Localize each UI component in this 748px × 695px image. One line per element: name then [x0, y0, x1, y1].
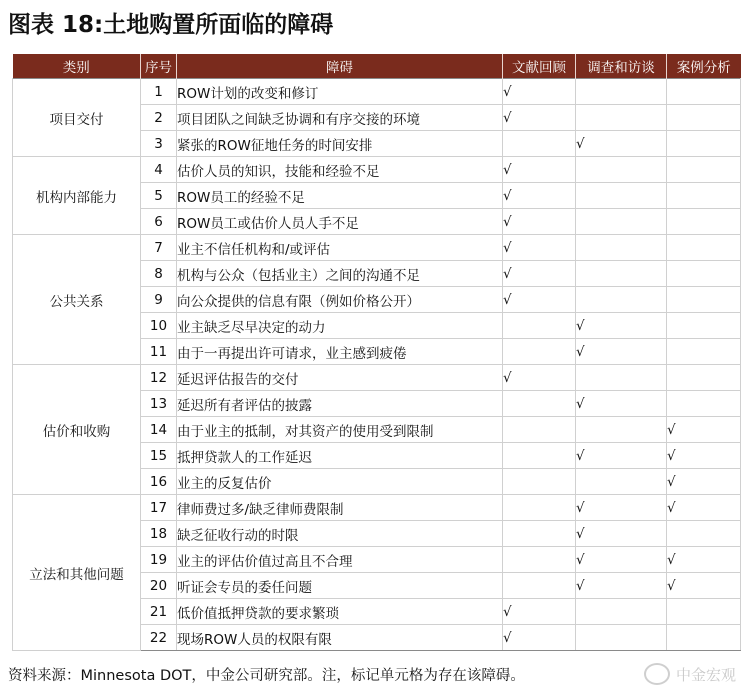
category-cell: 项目交付 — [13, 79, 141, 157]
survey-interview-cell — [576, 261, 667, 287]
case-analysis-cell — [667, 521, 741, 547]
survey-interview-cell — [576, 417, 667, 443]
survey-interview-cell: √ — [576, 339, 667, 365]
case-analysis-cell: √ — [667, 495, 741, 521]
table-header-row — [13, 54, 741, 79]
case-analysis-cell — [667, 339, 741, 365]
obstacle-cell: 缺乏征收行动的时限 — [177, 521, 503, 547]
case-analysis-cell: √ — [667, 417, 741, 443]
survey-interview-cell: √ — [576, 391, 667, 417]
header-number: 序号 — [141, 54, 177, 79]
footnote: 资料来源：Minnesota DOT，中金公司研究部。注，标记单元格为存在该障碍。 — [8, 668, 525, 684]
number-cell: 17 — [141, 495, 177, 521]
case-analysis-cell — [667, 365, 741, 391]
literature-review-cell: √ — [503, 79, 576, 105]
case-analysis-cell — [667, 261, 741, 287]
obstacle-cell: ROW计划的改变和修订 — [177, 79, 503, 105]
literature-review-cell — [503, 131, 576, 157]
number-cell: 2 — [141, 105, 177, 131]
number-cell: 21 — [141, 599, 177, 625]
obstacle-cell: 向公众提供的信息有限（例如价格公开） — [177, 287, 503, 313]
watermark — [644, 663, 736, 685]
obstacle-cell: 延迟评估报告的交付 — [177, 365, 503, 391]
survey-interview-cell — [576, 79, 667, 105]
survey-interview-cell — [576, 599, 667, 625]
survey-interview-cell: √ — [576, 313, 667, 339]
literature-review-cell — [503, 391, 576, 417]
survey-interview-cell: √ — [576, 495, 667, 521]
number-cell: 20 — [141, 573, 177, 599]
survey-interview-cell — [576, 287, 667, 313]
case-analysis-cell — [667, 79, 741, 105]
number-cell: 1 — [141, 79, 177, 105]
literature-review-cell: √ — [503, 157, 576, 183]
literature-review-cell — [503, 339, 576, 365]
survey-interview-cell: √ — [576, 547, 667, 573]
survey-interview-cell — [576, 183, 667, 209]
obstacle-cell: 律师费过多/缺乏律师费限制 — [177, 495, 503, 521]
survey-interview-cell — [576, 469, 667, 495]
category-cell: 估价和收购 — [13, 365, 141, 495]
header-obstacle: 障碍 — [177, 54, 503, 79]
obstacle-cell: 估价人员的知识，技能和经验不足 — [177, 157, 503, 183]
case-analysis-cell — [667, 235, 741, 261]
survey-interview-cell: √ — [576, 573, 667, 599]
case-analysis-cell: √ — [667, 469, 741, 495]
obstacles-table — [12, 54, 741, 651]
category-cell: 机构内部能力 — [13, 157, 141, 235]
header-case-analysis: 案例分析 — [667, 54, 741, 79]
literature-review-cell — [503, 313, 576, 339]
number-cell: 9 — [141, 287, 177, 313]
wechat-icon — [644, 663, 670, 685]
literature-review-cell: √ — [503, 261, 576, 287]
obstacle-cell: 听证会专员的委任问题 — [177, 573, 503, 599]
obstacle-cell: 由于一再提出许可请求，业主感到疲倦 — [177, 339, 503, 365]
literature-review-cell — [503, 573, 576, 599]
number-cell: 11 — [141, 339, 177, 365]
literature-review-cell: √ — [503, 105, 576, 131]
page-title: 图表 18:土地购置所面临的障碍 — [8, 12, 334, 38]
case-analysis-cell — [667, 183, 741, 209]
case-analysis-cell — [667, 313, 741, 339]
number-cell: 19 — [141, 547, 177, 573]
literature-review-cell: √ — [503, 599, 576, 625]
number-cell: 15 — [141, 443, 177, 469]
survey-interview-cell — [576, 105, 667, 131]
literature-review-cell — [503, 417, 576, 443]
survey-interview-cell: √ — [576, 443, 667, 469]
literature-review-cell — [503, 495, 576, 521]
obstacle-cell: ROW员工的经验不足 — [177, 183, 503, 209]
case-analysis-cell: √ — [667, 573, 741, 599]
table-row — [13, 365, 741, 391]
number-cell: 6 — [141, 209, 177, 235]
watermark-text: 中金宏观 — [675, 665, 736, 684]
number-cell: 10 — [141, 313, 177, 339]
number-cell: 22 — [141, 625, 177, 651]
survey-interview-cell — [576, 625, 667, 651]
number-cell: 18 — [141, 521, 177, 547]
survey-interview-cell — [576, 209, 667, 235]
number-cell: 16 — [141, 469, 177, 495]
header-literature-review: 文献回顾 — [503, 54, 576, 79]
survey-interview-cell — [576, 365, 667, 391]
literature-review-cell: √ — [503, 235, 576, 261]
literature-review-cell: √ — [503, 625, 576, 651]
obstacle-cell: 业主缺乏尽早决定的动力 — [177, 313, 503, 339]
literature-review-cell: √ — [503, 209, 576, 235]
obstacle-cell: 抵押贷款人的工作延迟 — [177, 443, 503, 469]
literature-review-cell: √ — [503, 365, 576, 391]
header-survey-interview: 调查和访谈 — [576, 54, 667, 79]
obstacle-cell: 现场ROW人员的权限有限 — [177, 625, 503, 651]
obstacle-cell: 紧张的ROW征地任务的时间安排 — [177, 131, 503, 157]
obstacle-cell: 业主不信任机构和/或评估 — [177, 235, 503, 261]
number-cell: 5 — [141, 183, 177, 209]
number-cell: 8 — [141, 261, 177, 287]
number-cell: 13 — [141, 391, 177, 417]
table-row — [13, 235, 741, 261]
category-cell: 公共关系 — [13, 235, 141, 365]
number-cell: 14 — [141, 417, 177, 443]
case-analysis-cell: √ — [667, 547, 741, 573]
survey-interview-cell: √ — [576, 521, 667, 547]
table-body — [13, 79, 741, 651]
table-row — [13, 495, 741, 521]
case-analysis-cell: √ — [667, 443, 741, 469]
header-category: 类别 — [13, 54, 141, 79]
literature-review-cell — [503, 521, 576, 547]
obstacle-cell: 低价值抵押贷款的要求繁琐 — [177, 599, 503, 625]
obstacle-cell: 业主的评估价值过高且不合理 — [177, 547, 503, 573]
obstacle-cell: 项目团队之间缺乏协调和有序交接的环境 — [177, 105, 503, 131]
table-row — [13, 79, 741, 105]
case-analysis-cell — [667, 105, 741, 131]
obstacle-cell: 业主的反复估价 — [177, 469, 503, 495]
literature-review-cell — [503, 469, 576, 495]
obstacle-cell: 延迟所有者评估的披露 — [177, 391, 503, 417]
obstacle-cell: 由于业主的抵制，对其资产的使用受到限制 — [177, 417, 503, 443]
obstacle-cell: ROW员工或估价人员人手不足 — [177, 209, 503, 235]
table-row — [13, 157, 741, 183]
literature-review-cell — [503, 547, 576, 573]
category-cell: 立法和其他问题 — [13, 495, 141, 651]
number-cell: 3 — [141, 131, 177, 157]
survey-interview-cell — [576, 235, 667, 261]
literature-review-cell: √ — [503, 287, 576, 313]
case-analysis-cell — [667, 391, 741, 417]
obstacle-cell: 机构与公众（包括业主）之间的沟通不足 — [177, 261, 503, 287]
case-analysis-cell — [667, 209, 741, 235]
number-cell: 12 — [141, 365, 177, 391]
number-cell: 4 — [141, 157, 177, 183]
case-analysis-cell — [667, 599, 741, 625]
survey-interview-cell: √ — [576, 131, 667, 157]
case-analysis-cell — [667, 625, 741, 651]
case-analysis-cell — [667, 131, 741, 157]
case-analysis-cell — [667, 157, 741, 183]
literature-review-cell: √ — [503, 183, 576, 209]
literature-review-cell — [503, 443, 576, 469]
survey-interview-cell — [576, 157, 667, 183]
case-analysis-cell — [667, 287, 741, 313]
number-cell: 7 — [141, 235, 177, 261]
